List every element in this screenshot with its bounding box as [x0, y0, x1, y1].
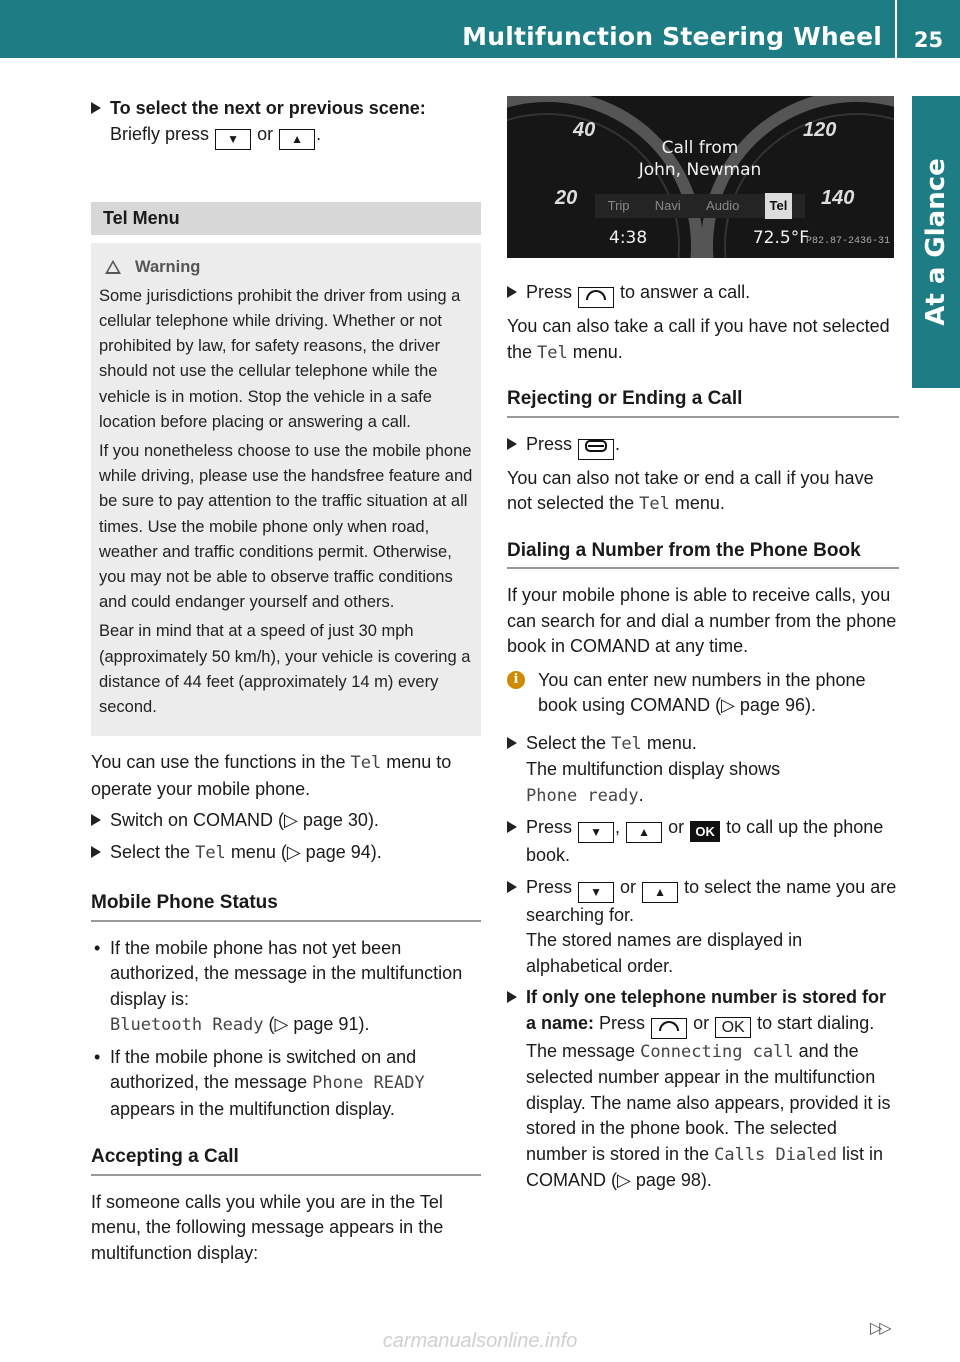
info-icon: i	[507, 671, 525, 689]
step-select-tel-menu: Select the Tel menu. The multifunction display shows Phone ready.	[507, 731, 899, 810]
ok-key-icon: OK	[690, 821, 720, 842]
watermark: carmanualsonline.info	[382, 1330, 578, 1352]
right-column	[507, 96, 899, 1200]
display-line: John, Newman	[638, 160, 762, 180]
step-arrow-icon	[507, 821, 517, 833]
rejecting-heading: Rejecting or Ending a Call	[507, 386, 899, 418]
step-arrow-icon	[507, 286, 517, 298]
display-tab: Navi	[654, 198, 681, 214]
step-single-number: If only one telephone number is stored for a name: Press or OK to start dialing. The message Connecting call and the selected number appear in the multifunction display. The name also appears, provided it is stored in the phone book. The selected number is stored in the Calls Dialed list in COMAND (▷ page 98).	[507, 985, 899, 1194]
phone-answer-key-icon	[578, 287, 614, 308]
photo-code: P82.87-2436-31	[805, 235, 890, 247]
side-tab-label: At a Glance	[921, 158, 951, 326]
step-call-up-phone-book: Press ▼ , ▲ or OK to call up the phone book.	[507, 815, 899, 869]
dialing-text: If your mobile phone is able to receive calls, you can search for and dial a number from the phone book in COMAND at any time.	[507, 585, 897, 656]
display-temperature: 72.5°F	[752, 228, 809, 248]
bullet-icon: •	[94, 1046, 101, 1067]
display-tab: Audio	[706, 198, 740, 214]
dialing-heading: Dialing a Number from the Phone Book	[507, 538, 899, 570]
down-key-icon: ▼	[215, 129, 251, 150]
reject-call-note: You can also not take or end a call if you have not selected the Tel menu.	[507, 467, 874, 514]
ok-light-key-icon: OK	[715, 1017, 751, 1038]
header-bar	[0, 0, 960, 58]
step-arrow-icon	[91, 846, 101, 858]
display-screen	[595, 126, 809, 256]
step-arrow-icon	[507, 438, 517, 450]
speed-label: 40	[573, 119, 596, 141]
phone-answer-key-icon	[651, 1018, 687, 1039]
page-number: 25	[913, 28, 944, 52]
warning-paragraph: Some jurisdictions prohibit the driver from using a cellular telephone while driving. Whether or not prohibited by law, for safety reasons, the driver should not use the cellular telephone while the vehicle is in motion. Stop the vehicle in a safe location before placing or answering a call.	[99, 286, 461, 431]
warning-title: Warning	[135, 257, 201, 276]
status-item: • If the mobile phone is switched on and authorized, the message Phone READY appears in the multifunction display.	[94, 1046, 425, 1119]
display-tab-active: Tel	[765, 193, 793, 219]
status-item: • If the mobile phone has not yet been authorized, the message in the multifunction display is: Bluetooth Ready (▷ page 91).	[94, 937, 463, 1036]
step-select-name: Press ▼ or ▲ to select the name you are searching for. The stored names are displayed in alphabetical order.	[507, 875, 899, 980]
step-arrow-icon	[507, 991, 517, 1003]
up-key-icon: ▲	[626, 822, 662, 843]
warning-paragraph: Bear in mind that at a speed of just 30 mph (approximately 50 km/h), your vehicle is covering a distance of 44 feet (approximately 14 m) every second.	[99, 622, 471, 716]
display-menu-bar	[595, 194, 805, 218]
mobile-status-heading: Mobile Phone Status	[91, 890, 481, 922]
chapter-title: Multifunction Steering Wheel	[462, 22, 882, 51]
step-arrow-icon	[507, 737, 517, 749]
speed-label: 20	[555, 187, 578, 209]
warning-box	[91, 243, 481, 737]
step-answer-call: Press to answer a call.	[507, 280, 899, 308]
warning-triangle-icon	[105, 260, 121, 274]
side-tab[interactable]	[912, 96, 960, 388]
tel-menu-heading: Tel Menu	[91, 202, 481, 235]
step-arrow-icon	[91, 814, 101, 826]
step-arrow-icon	[507, 881, 517, 893]
phone-hangup-key-icon	[578, 439, 614, 460]
display-line: Call from	[661, 138, 739, 158]
info-note: i You can enter new numbers in the phone book using COMAND (▷ page 96).	[507, 668, 899, 719]
warning-paragraph: If you nonetheless choose to use the mobile phone while driving, please use the handsfree feature and be sure to pay attention to the traffic situation at all times. Use the mobile phone only when road, weather and traffic conditions permit. Otherwise, you may not be able to observe traffic conditions and could endanger yourself and others.	[99, 441, 473, 612]
accepting-text: If someone calls you while you are in the Tel menu, the following message appears in the multifunction display:	[91, 1191, 444, 1263]
up-key-icon: ▲	[642, 882, 678, 903]
bullet-icon: •	[94, 937, 101, 958]
up-key-icon: ▲	[279, 129, 315, 150]
speed-label: 140	[821, 187, 855, 209]
step-switch-comand: Switch on COMAND (▷ page 30).	[91, 808, 481, 834]
display-time: 4:38	[609, 228, 648, 248]
display-tab: Trip	[607, 198, 630, 214]
take-call-note: You can also take a call if you have not selected the Tel menu.	[507, 316, 890, 363]
step-reject-call: Press .	[507, 432, 899, 460]
accepting-heading: Accepting a Call	[91, 1144, 481, 1176]
multifunction-display-photo	[507, 96, 894, 258]
step-select-tel: Select the Tel menu (▷ page 94).	[91, 840, 481, 867]
down-key-icon: ▼	[578, 882, 614, 903]
continue-arrows-icon: ▷▷	[870, 1320, 889, 1337]
left-column	[91, 96, 481, 1272]
down-key-icon: ▼	[578, 822, 614, 843]
speed-label: 120	[803, 119, 837, 141]
step-select-scene: To select the next or previous scene: Briefly press ▼ or ▲ .	[91, 96, 481, 150]
tel-intro-text: You can use the functions in the Tel menu to operate your mobile phone.	[91, 752, 452, 799]
step-arrow-icon	[91, 102, 101, 114]
